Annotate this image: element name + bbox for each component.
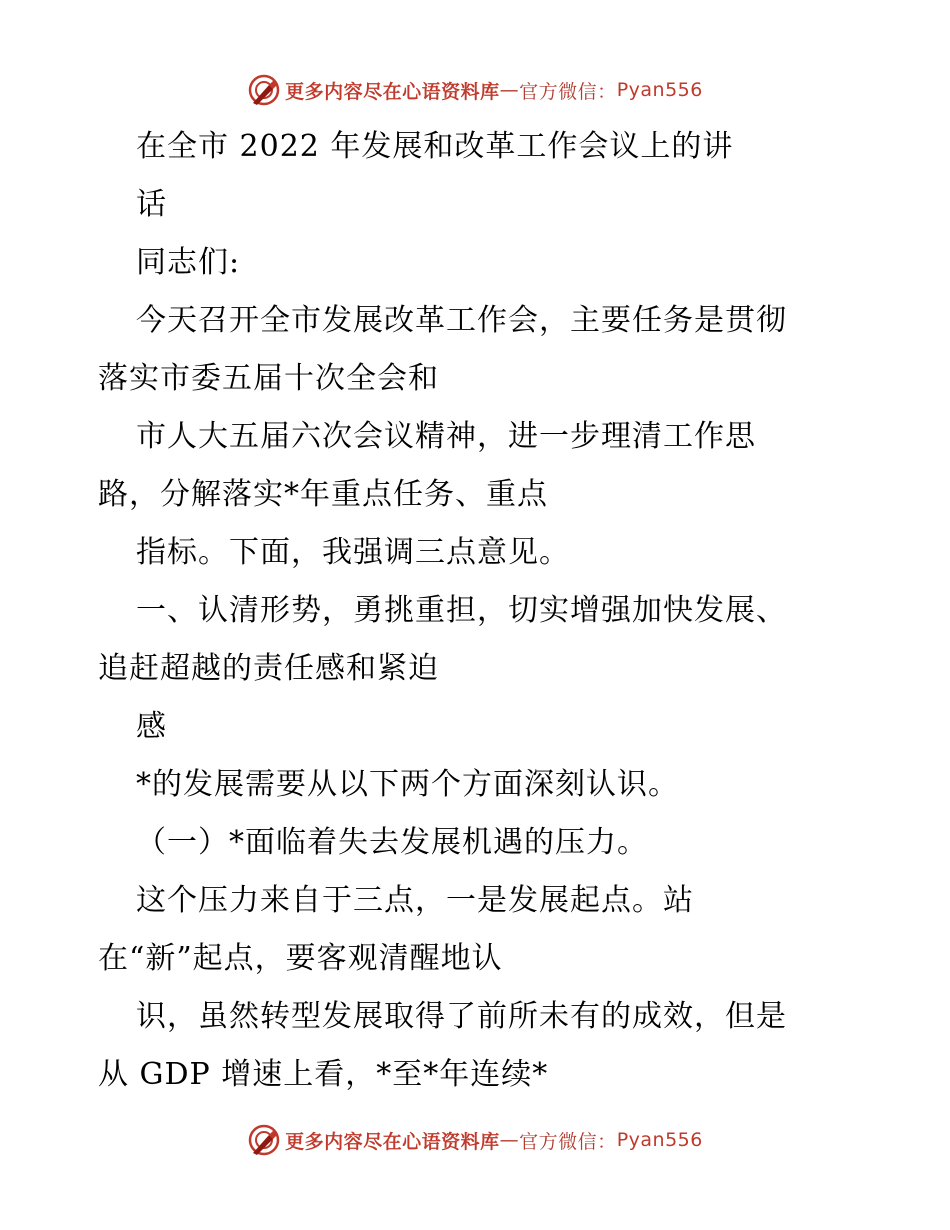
- doc-paragraph-line: 从 GDP 增速上看，*至*年连续*: [98, 1057, 549, 1092]
- banner-main-text: 更多内容尽在心语资料库: [285, 1130, 500, 1153]
- pen-logo-icon: [247, 1123, 281, 1157]
- banner-wechat-id: Pyan556: [616, 1129, 703, 1151]
- banner-wechat-id: Pyan556: [616, 79, 703, 101]
- banner-main-text: 更多内容尽在心语资料库: [285, 80, 500, 103]
- doc-title-line: 话: [136, 187, 167, 222]
- doc-heading-line: 一、认清形势，勇挑重担，切实增强加快发展、: [136, 593, 787, 628]
- doc-heading-line: 追赶超越的责任感和紧迫: [98, 651, 439, 686]
- doc-paragraph-line: 指标。下面，我强调三点意见。: [136, 535, 570, 570]
- doc-salutation: 同志们:: [136, 245, 241, 280]
- pen-logo-icon: [247, 73, 281, 107]
- banner-separator: —: [499, 79, 520, 101]
- doc-subheading-line: （一）*面临着失去发展机遇的压力。: [136, 825, 648, 860]
- doc-paragraph-line: 识，虽然转型发展取得了前所未有的成效，但是: [136, 999, 787, 1034]
- doc-paragraph-line: 市人大五届六次会议精神，进一步理清工作思: [136, 419, 756, 454]
- doc-title-line: 在全市 2022 年发展和改革工作会议上的讲: [136, 129, 734, 164]
- banner-wechat-label: 官方微信：: [519, 1130, 617, 1153]
- doc-paragraph-line: *的发展需要从以下两个方面深刻认识。: [136, 767, 679, 802]
- doc-paragraph-line: 路，分解落实*年重点任务、重点: [98, 477, 548, 512]
- doc-heading-line: 感: [136, 709, 167, 744]
- header-watermark-banner: [0, 70, 950, 110]
- document-body: [98, 118, 878, 1104]
- doc-paragraph-line: 在“新”起点，要客观清醒地认: [98, 941, 503, 976]
- doc-paragraph-line: 这个压力来自于三点，一是发展起点。站: [136, 883, 694, 918]
- banner-separator: —: [499, 1129, 520, 1151]
- doc-paragraph-line: 落实市委五届十次全会和: [98, 361, 439, 396]
- banner-wechat-label: 官方微信：: [519, 80, 617, 103]
- doc-paragraph-line: 今天召开全市发展改革工作会，主要任务是贯彻: [136, 303, 787, 338]
- footer-watermark-banner: [0, 1120, 950, 1160]
